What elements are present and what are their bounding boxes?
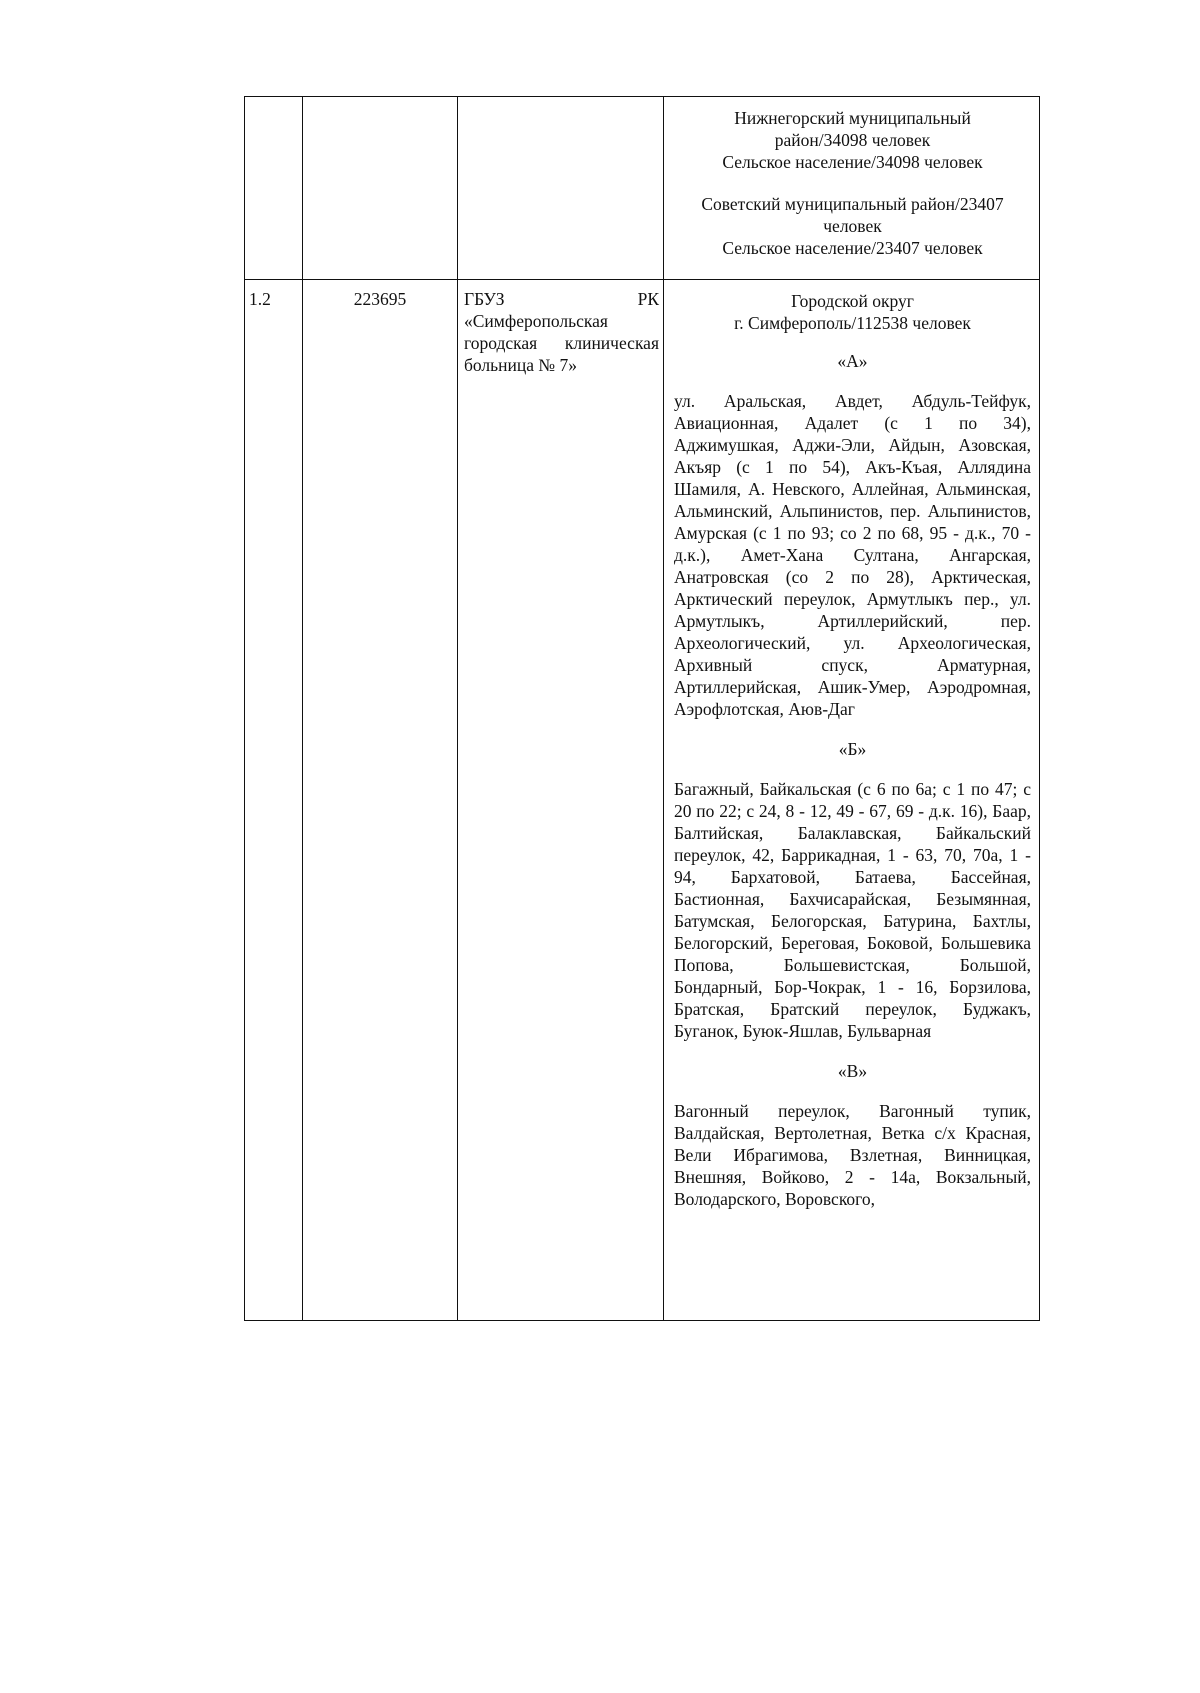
streets-list-v: Вагонный переулок, Вагонный тупик, Валдайская, Вертолетная, Ветка с/х Красная, Вели Ибрагимова, Взлетная, Винницкая, Внешняя, Войково, 2 - 14а, Вокзальный, Володарского, Воровского, [674,1101,1031,1209]
cell-organization [458,97,664,280]
district-population-line: человек [823,216,882,236]
district-name-line: Нижнегорский муниципальный [734,108,971,128]
cell-service-area [664,97,1040,280]
rural-population-line: Сельское население/34098 человек [722,152,983,172]
cell-organization [458,280,664,1321]
organization-code: 223695 [353,289,407,309]
table-row [245,280,1040,1321]
organization-code [303,97,457,105]
city-district-line: Городской округ [791,291,914,311]
letter-heading-a: «А» [837,351,868,371]
letter-heading-b: «Б» [838,739,867,759]
district-block-sovetsky [674,193,1031,259]
cell-code [303,97,458,280]
organization-name [458,97,663,105]
city-population-line: г. Симферополь/112538 человек [734,313,971,333]
cell-code [303,280,458,1321]
row-number [245,97,302,105]
org-full-name: «Симферопольская городская клиническая больница № 7» [464,311,659,375]
org-region-word: РК [637,289,659,309]
cell-number [245,280,303,1321]
organization-name [458,280,663,376]
org-type-word: ГБУЗ [464,289,505,309]
district-block-nizhnegorsky [674,107,1031,173]
district-name-line: Советский муниципальный район/23407 [701,194,1004,214]
row-number: 1.2 [249,289,271,309]
cell-service-area [664,280,1040,1321]
city-header [674,290,1031,334]
table-row [245,97,1040,280]
district-population-line: район/34098 человек [774,130,931,150]
letter-heading-v: «В» [837,1061,868,1081]
rural-population-line: Сельское население/23407 человек [722,238,983,258]
streets-list-a: ул. Аральская, Авдет, Абдуль-Тейфук, Авиационная, Адалет (с 1 по 34), Аджимушкая, Аджи-Эли, Айдын, Азовская, Акъяр (с 1 по 54), Акъ-Къая, Аллядина Шамиля, А. Невского, Аллейная, Альминская, Альминский, Альпинистов, пер. Альпинистов, Амурская (с 1 по 93; со 2 по 68, 95 - д.к., 70 - д.к.), Амет-Хана Султана, Ангарская, Анатровская (со 2 по 28), Арктическая, Арктический переулок, Армутлыкъ пер., ул. Армутлыкъ, Артиллерийский, пер. Археологический, ул. Археологическая, Архивный спуск, Арматурная, Артиллерийская, Ашик-Умер, Аэродромная, Аэрофлотская, Аюв-Даг [674,391,1031,719]
document-table [244,96,1040,1321]
cell-number [245,97,303,280]
streets-list-b: Багажный, Байкальская (с 6 по 6а; с 1 по 47; с 20 по 22; с 24, 8 - 12, 49 - 67, 69 - д.к. 16), Баар, Балтийская, Балаклавская, Байкальский переулок, 42, Баррикадная, 1 - 63, 70, 70а, 1 - 94, Бархатовой, Батаева, Бассейная, Бастионная, Бахчисарайская, Безымянная, Батумская, Белогорская, Батурина, Бахтлы, Белогорский, Береговая, Боковой, Большевика Попова, Большевистская, Большой, Бондарный, Бор-Чокрак, 1 - 16, Борзилова, Братская, Братский переулок, Буджакъ, Буганок, Буюк-Яшлав, Бульварная [674,779,1031,1041]
